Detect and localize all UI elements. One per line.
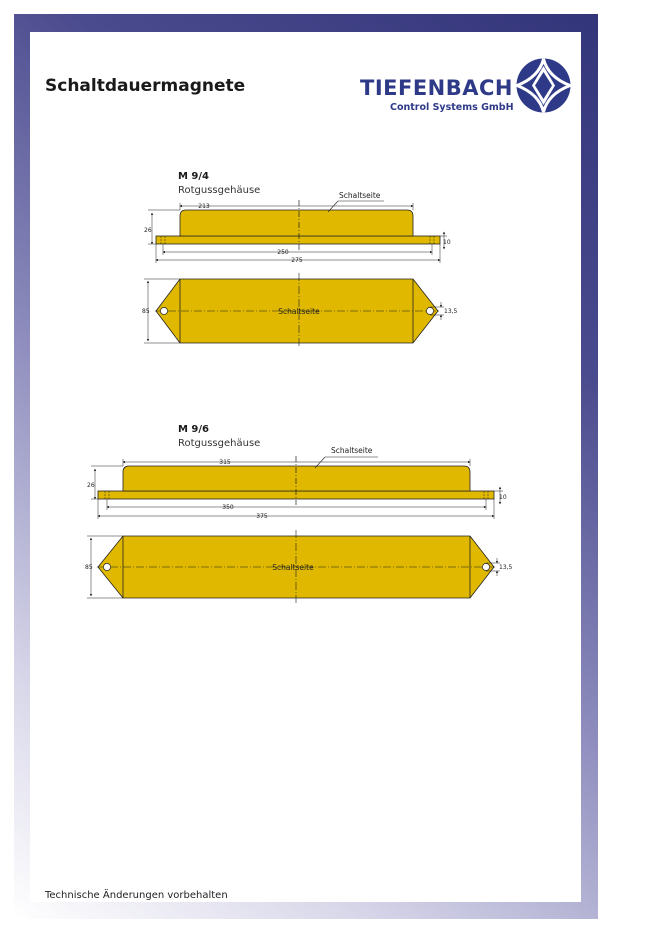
- m96-dim-hole: 13,5: [499, 564, 513, 571]
- m96-dim-total: 375: [256, 513, 268, 520]
- m96-dim-width: 85: [85, 564, 93, 571]
- logo-subtitle: Control Systems GmbH: [390, 102, 514, 113]
- m96-dim-inner: 350: [222, 504, 234, 511]
- logo-name: TIEFENBACH: [360, 76, 513, 100]
- m94-dim-inner: 250: [277, 249, 289, 256]
- model-m96-title: M 9/6: [178, 424, 210, 435]
- m96-side-view: [91, 456, 503, 519]
- m94-face-label: Schaltseite: [278, 307, 320, 316]
- m94-dim-total: 275: [291, 257, 303, 264]
- m96-dim-height: 26: [87, 482, 95, 489]
- model-m94-title: M 9/4: [178, 171, 210, 182]
- m96-dim-flange: 10: [499, 494, 507, 501]
- m94-dim-flange: 10: [443, 239, 451, 246]
- m94-dim-top: 213: [198, 203, 210, 210]
- m96-face-label: Schaltseite: [272, 563, 314, 572]
- m94-callout-label: Schaltseite: [339, 191, 381, 200]
- m94-dim-height: 26: [144, 227, 152, 234]
- m94-dim-width: 85: [142, 308, 150, 315]
- m96-callout-label: Schaltseite: [331, 446, 373, 455]
- model-m96-housing: Rotgussgehäuse: [178, 438, 261, 449]
- m94-dim-hole: 13,5: [444, 308, 458, 315]
- m96-dim-top: 315: [219, 459, 231, 466]
- m94-side-view: [148, 200, 447, 263]
- model-m94-housing: Rotgussgehäuse: [178, 185, 261, 196]
- footer-note: Technische Änderungen vorbehalten: [45, 890, 228, 901]
- page-title: Schaltdauermagnete: [45, 76, 246, 96]
